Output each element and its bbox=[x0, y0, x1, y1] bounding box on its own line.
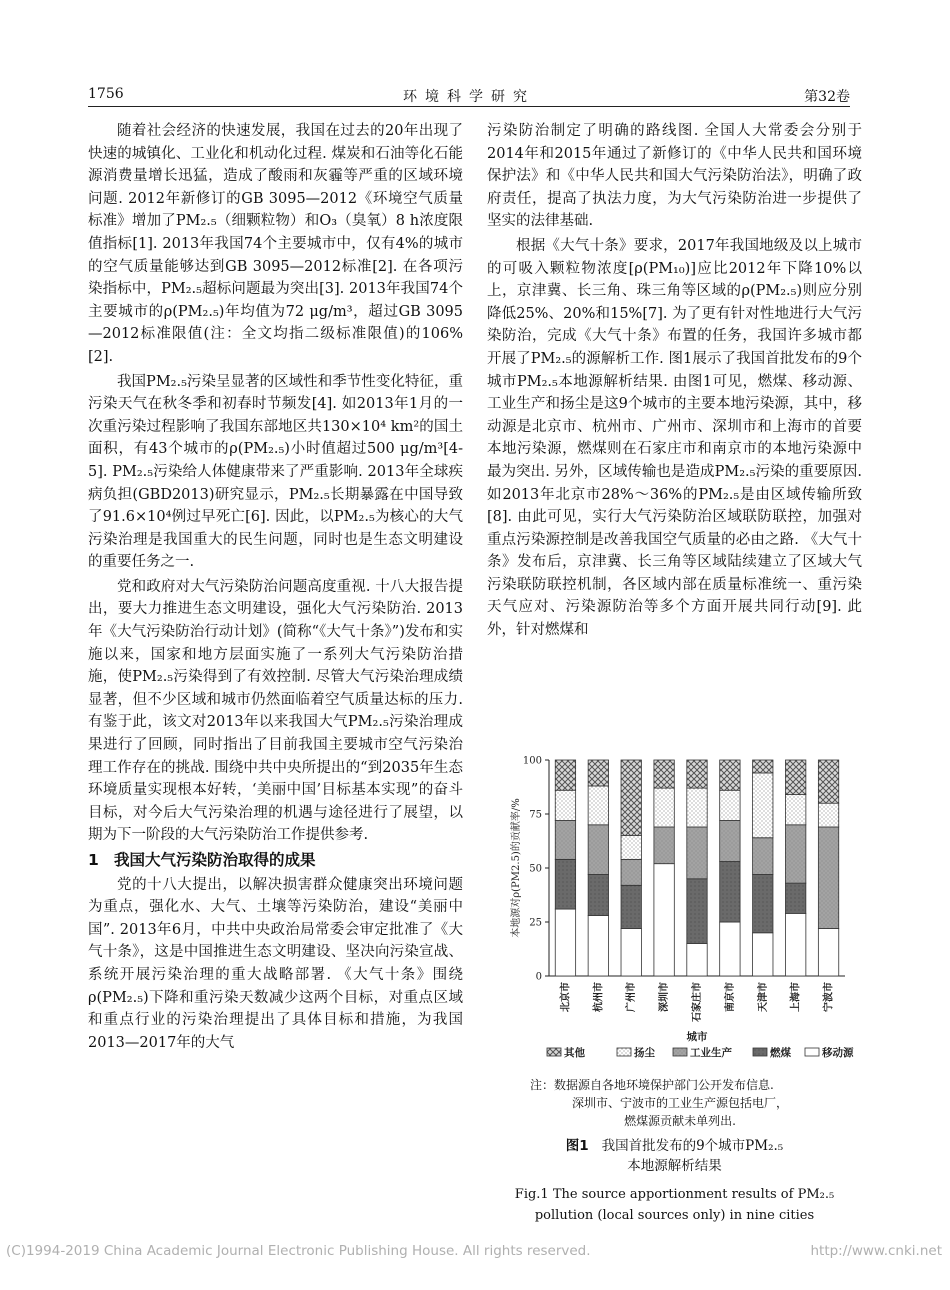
legend-swatch-mobile bbox=[805, 1048, 819, 1056]
bar-segment-industry bbox=[753, 838, 773, 875]
right-column bbox=[487, 120, 862, 644]
copyright-text: (C)1994-2019 China Academic Journal Electronic Publishing House. All rights reserved. bbox=[6, 1243, 591, 1259]
bar-segment-dust bbox=[654, 788, 674, 827]
x-tick-label: 上海市 bbox=[790, 982, 802, 1012]
y-tick-label: 25 bbox=[529, 917, 542, 929]
x-tick-label: 深圳市 bbox=[659, 982, 671, 1012]
bar-segment-other bbox=[654, 760, 674, 788]
figure-label: 图1 bbox=[565, 1138, 589, 1154]
bar-segment-dust bbox=[555, 790, 575, 820]
legend-swatch-other bbox=[547, 1048, 561, 1056]
legend-label: 工业生产 bbox=[690, 1047, 732, 1059]
paragraph: 党和政府对大气污染防治问题高度重视. 十八大报告提出，要大力推进生态文明建设，强化大气污染防治. 2013年《大气污染防治行动计划》(简称“《大气十条》”)发布和实施以来，国家和地方层面实施了一系列大气污染防治措施，使PM₂.₅污染得到了有效控制. 尽管大气污染治理成绩显著，但不少区域和城市仍然面临着空气质量达标的压力. 有鉴于此，该文对2013年以来我国大气PM₂.₅污染治理成果进行了回顾，同时指出了目前我国主要城市空气污染治理工作存在的挑战. 围绕中共中央所提出的“到2035年生态环境质量实现根本好转，‘美丽中国’目标基本实现”的奋斗目标，对今后大气污染治理的机遇与途径进行了展望，以期为下一阶段的大气污染防治工作提供参考. bbox=[88, 578, 463, 844]
figure-caption-en bbox=[487, 1184, 862, 1226]
bar-segment-industry bbox=[588, 825, 608, 875]
x-tick-label: 南京市 bbox=[724, 982, 736, 1012]
paragraph: 随着社会经济的快速发展，我国在过去的20年出现了快速的城镇化、工业化和机动化过程. 煤炭和石油等化石能源消费量增长迅猛，造成了酸雨和灰霾等严重的区域环境问题. 2012年新修订的GB 3095—2012《环境空气质量标准》增加了PM₂.₅（细颗粒物）和O₃（臭氧）8 h浓度限值指标[1]. 2013年我国74个主要城市中，仅有4%的城市的空气质量能够达到GB 3095—2012标准[2]. 在各项污染指标中，PM₂.₅超标问题最为突出[3]. 2013年我国74个主要城市的ρ(PM₂.₅)年均值为72 μg/m³，超过GB 3095—2012标准限值(注：全文均指二级标准限值)的106%[2]. bbox=[88, 123, 463, 365]
bar-segment-mobile bbox=[753, 933, 773, 976]
bar-segment-dust bbox=[621, 836, 641, 860]
bar-segment-other bbox=[818, 760, 838, 803]
caption-en-line2: pollution (local sources only) in nine cities bbox=[534, 1208, 815, 1223]
legend-label: 燃煤 bbox=[770, 1047, 791, 1059]
y-axis-label: 本地源对ρ(PM2.5)的贡献率/% bbox=[511, 798, 522, 938]
legend-label: 其他 bbox=[564, 1047, 585, 1059]
figure-note: 深圳市、宁波市的工业生产源包括电厂， bbox=[571, 1096, 788, 1110]
bar-segment-coal bbox=[687, 879, 707, 944]
bar-segment-other bbox=[753, 760, 773, 773]
legend-label: 扬尘 bbox=[634, 1047, 655, 1059]
bar-segment-other bbox=[588, 760, 608, 786]
bar-segment-dust bbox=[753, 773, 773, 838]
journal-title: 环境科学研究 bbox=[403, 89, 535, 105]
bar-segment-mobile bbox=[621, 928, 641, 976]
bar-segment-industry bbox=[687, 827, 707, 879]
stacked-bar-chart bbox=[505, 752, 855, 1064]
bar-segment-mobile bbox=[818, 928, 838, 976]
bar-segment-mobile bbox=[654, 864, 674, 976]
paragraph-continued: 污染防治制定了明确的路线图. 全国人大常委会分别于2014年和2015年通过了新修订的《中华人民共和国环境保护法》和《中华人民共和国大气污染防治法》，明确了政府责任，提高了执法力度，为大气污染防治进一步提供了坚实的法律基础. bbox=[487, 123, 862, 230]
legend-swatch-dust bbox=[617, 1048, 631, 1056]
caption-en-line1: Fig.1 The source apportionment results of PM₂.₅ bbox=[514, 1187, 835, 1202]
page-header bbox=[88, 84, 850, 107]
bar-segment-other bbox=[785, 760, 805, 795]
bar-segment-other bbox=[687, 760, 707, 788]
bar-segment-other bbox=[720, 760, 740, 790]
bar-segment-dust bbox=[588, 786, 608, 825]
bar-segment-coal bbox=[720, 862, 740, 922]
bar-segment-coal bbox=[588, 874, 608, 915]
bar-segment-dust bbox=[785, 795, 805, 825]
bar-segment-industry bbox=[654, 827, 674, 864]
legend-label: 移动源 bbox=[822, 1047, 854, 1059]
caption-cn-line1: 我国首批发布的9个城市PM₂.₅ bbox=[601, 1138, 784, 1154]
bar-segment-coal bbox=[785, 883, 805, 913]
paragraph: 我国PM₂.₅污染呈显著的区域性和季节性变化特征，重污染天气在秋冬季和初春时节频发[4]. 如2013年1月的一次重污染过程影响了我国东部地区共130×10⁴ km²的国土面积，有43个城市的ρ(PM₂.₅)小时值超过500 μg/m³[4-5]. PM₂.₅污染给人体健康带来了严重影响. 2013年全球疾病负担(GBD2013)研究显示，PM₂.₅长期暴露在中国导致了91.6×10⁴例过早死亡[6]. 因此，以PM₂.₅为核心的大气污染治理是我国重大的民生问题，同时也是生态文明建设的重要任务之一. bbox=[88, 373, 463, 571]
bar-segment-coal bbox=[621, 885, 641, 928]
bar-segment-other bbox=[555, 760, 575, 790]
figure-1-chart bbox=[505, 752, 855, 1064]
bar-segment-other bbox=[621, 760, 641, 836]
x-tick-label: 杭州市 bbox=[593, 982, 605, 1012]
figure-note: 燃煤源贡献未单列出. bbox=[624, 1114, 736, 1128]
bar-segment-mobile bbox=[785, 913, 805, 976]
x-tick-label: 天津市 bbox=[757, 982, 769, 1012]
y-tick-label: 75 bbox=[529, 809, 542, 821]
left-column bbox=[88, 120, 463, 1056]
bar-segment-dust bbox=[720, 790, 740, 820]
bar-segment-mobile bbox=[588, 916, 608, 976]
bar-segment-industry bbox=[785, 825, 805, 883]
legend-swatch-industry bbox=[673, 1048, 687, 1056]
paragraph: 党的十八大提出，以解决损害群众健康突出环境问题为重点，强化水、大气、土壤等污染防治，建设“美丽中国”. 2013年6月，中共中央政治局常委会审定批准了《大气十条》，这是中国推进生态文明建设、坚决向污染宣战、系统开展污染治理的重大战略部署. 《大气十条》围绕ρ(PM₂.₅)下降和重污染天数减少这两个目标，对重点区域和重点行业的污染治理提出了具体目标和措施，为我国2013—2017年的大气 bbox=[88, 876, 463, 1051]
section-title: 我国大气污染防治取得的成果 bbox=[114, 851, 316, 869]
bar-segment-mobile bbox=[555, 909, 575, 976]
x-tick-label: 石家庄市 bbox=[692, 982, 703, 1022]
x-tick-label: 广州市 bbox=[626, 982, 638, 1012]
figure-caption-cn bbox=[487, 1136, 862, 1176]
bar-segment-mobile bbox=[720, 922, 740, 976]
page-number: 1756 bbox=[88, 86, 124, 102]
section-number: 1 bbox=[88, 851, 99, 869]
bar-segment-mobile bbox=[687, 944, 707, 976]
section-heading bbox=[88, 849, 463, 872]
bar-segment-industry bbox=[720, 820, 740, 861]
volume-label: 第32卷 bbox=[804, 89, 850, 105]
bar-segment-coal bbox=[753, 874, 773, 932]
footer-url: http://www.cnki.net bbox=[810, 1243, 942, 1259]
bar-segment-coal bbox=[555, 859, 575, 909]
caption-cn-line2: 本地源解析结果 bbox=[627, 1158, 722, 1174]
x-tick-label: 宁波市 bbox=[823, 982, 835, 1012]
bar-segment-industry bbox=[555, 820, 575, 859]
bar-segment-industry bbox=[621, 859, 641, 885]
bar-segment-industry bbox=[818, 827, 838, 929]
bar-segment-dust bbox=[687, 788, 707, 827]
y-tick-label: 0 bbox=[535, 971, 542, 983]
paragraph: 根据《大气十条》要求，2017年我国地级及以上城市的可吸入颗粒物浓度[ρ(PM₁₀)]应比2012年下降10%以上，京津冀、长三角、珠三角等区域的ρ(PM₂.₅)则应分别降低25%、20%和15%[7]. 为了更有针对性地进行大气污染防治，完成《大气十条》布置的任务，我国许多城市都开展了PM₂.₅的源解析工作. 图1展示了我国首批发布的9个城市PM₂.₅本地源解析结果. 由图1可见，燃煤、移动源、工业生产和扬尘是这9个城市的主要本地污染源，其中，移动源是北京市、杭州市、广州市、深圳市和上海市的首要本地污染源，燃煤则在石家庄市和南京市的本地污染源中最为突出. 另外，区域传输也是造成PM₂.₅污染的重要原因. 如2013年北京市28%～36%的PM₂.₅是由区域传输所致[8]. 由此可见，实行大气污染防治区域联防联控，加强对重点污染源控制是改善我国空气质量的必由之路. 《大气十条》发布后，京津冀、长三角等区域陆续建立了区域大气污染联防联控机制，各区域内部在质量标准统一、重污染天气应对、污染源防治等多个方面开展共同行动[9]. 此外，针对燃煤和 bbox=[487, 237, 862, 639]
x-tick-label: 北京市 bbox=[560, 982, 572, 1012]
figure-notes bbox=[520, 1076, 840, 1130]
y-tick-label: 50 bbox=[529, 863, 542, 875]
bar-segment-dust bbox=[818, 803, 838, 827]
y-tick-label: 100 bbox=[522, 755, 542, 767]
figure-note: 注：数据源自各地环境保护部门公开发布信息. bbox=[530, 1078, 774, 1092]
legend-swatch-coal bbox=[753, 1048, 767, 1056]
x-axis-label: 城市 bbox=[686, 1031, 708, 1043]
